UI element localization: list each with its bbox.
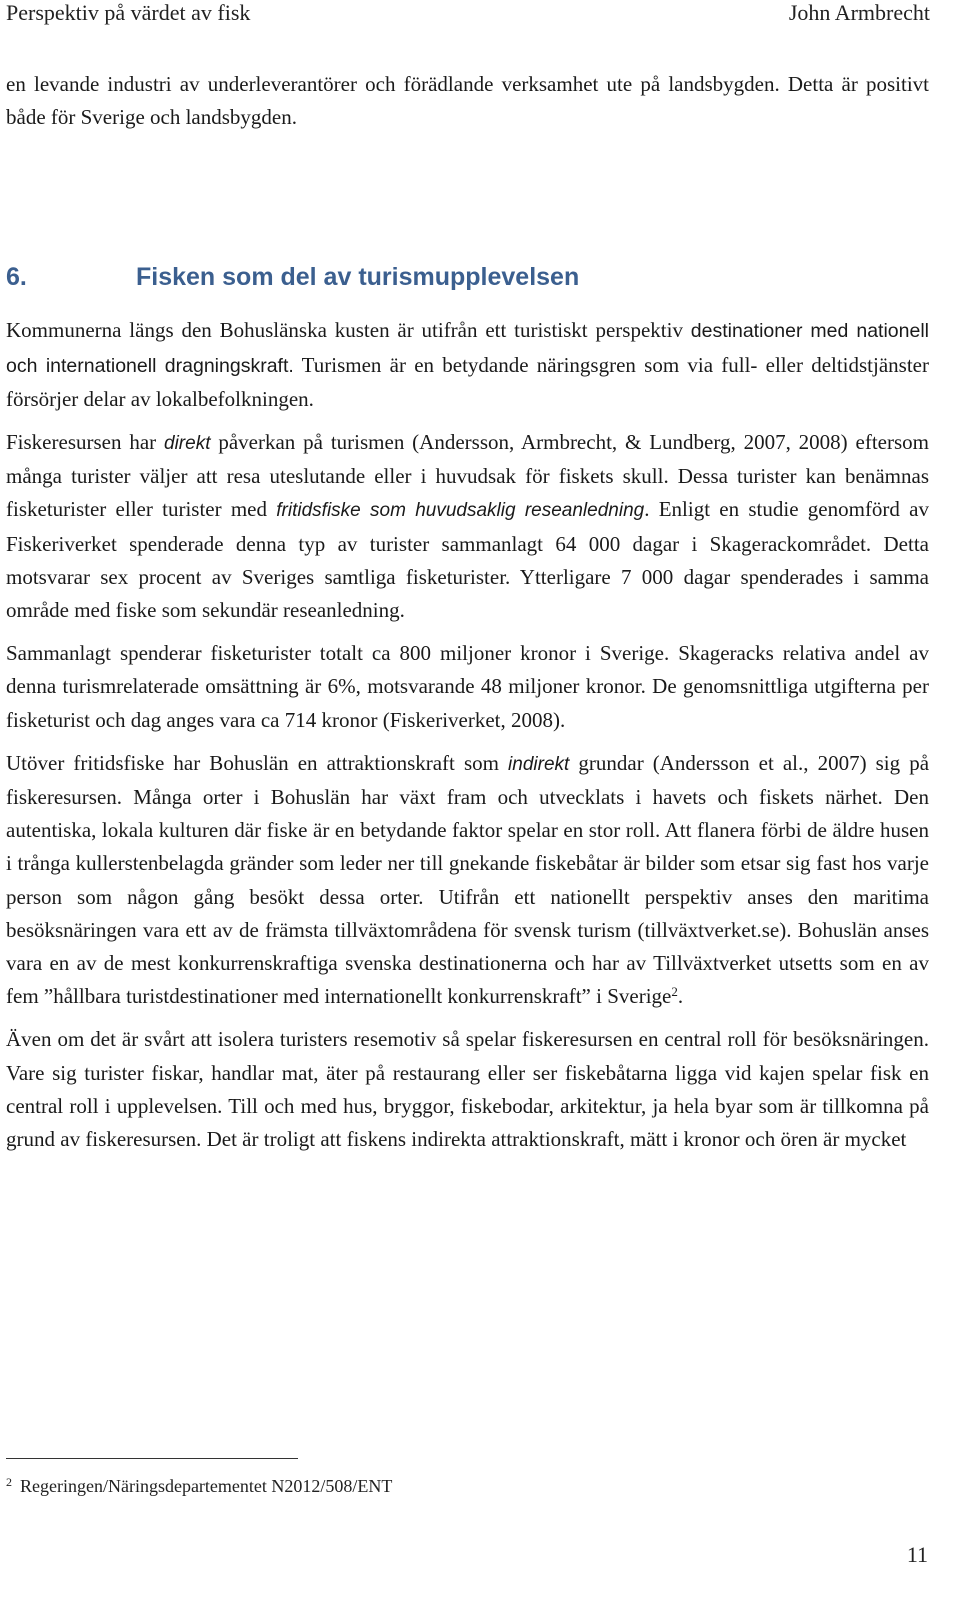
p4-text-a: Utöver fritidsfiske har Bohuslän en attraktionskraft som bbox=[6, 750, 499, 775]
paragraph-4 bbox=[6, 747, 929, 1014]
p1-text-c: Turismen är en betydande näringsgren som via full- eller deltidstjänster försörjer delar av lokalbefolkningen. bbox=[6, 352, 929, 411]
p4-text-d: . bbox=[677, 984, 684, 1009]
header-title: Perspektiv på värdet av fisk bbox=[6, 0, 251, 25]
page-number: 11 bbox=[906, 1542, 928, 1567]
p2-text-c: påverkan på turismen (Andersson, Armbrecht, & Lundberg, 2007, 2008) eftersom många turister väljer att resa uteslutande eller i huvudsak för fiskets skull. Dessa turister kan benämnas fisketurister eller turister med bbox=[6, 430, 930, 522]
section-number: 6. bbox=[6, 263, 27, 292]
footnote-text: Regeringen/Näringsdepartementet N2012/508/ENT bbox=[20, 1476, 393, 1496]
intro-paragraph: en levande industri av underleverantörer och förädlande verksamhet ute på landsbygden. Detta är positivt både för Sverige och landsbygden. bbox=[6, 72, 929, 130]
p2-emphasis-fritidsfiske: fritidsfiske som huvudsaklig reseanledning bbox=[276, 500, 645, 522]
p4-text-c: grundar (Andersson et al., 2007) sig på fiskeresursen. Många orter i Bohuslän har växt fram och utvecklats i havets och fiskets närhet. Den autentiska, lokala kulturen där fiske är en betydande faktor spelar en stor roll. Att flanera förbi de äldre husen i trånga kullerstenbelagda gränder som leder ner till gnekande fiskebåtar är bilder som etsar sig fast hos varje person som någon gång besökt dessa orter. Utifrån ett nationellt perspektiv anses den maritima besöksnäringen vara ett av de främsta tillväxtområdena för svensk turism (tillväxtverket.se). Bohuslän anses vara en av de mest konkurrenskraftiga svenska destinationerna och har av Tillväxtverket utsetts som en av fem ”hållbara turistdestinationer med internationellt konkurrenskraft” i Sverige bbox=[6, 750, 930, 1009]
p4-emphasis-indirekt: indirekt bbox=[508, 753, 570, 775]
paragraph-1 bbox=[6, 314, 929, 416]
footnote-reference[interactable]: 2 bbox=[671, 984, 678, 1000]
paragraph-5: Även om det är svårt att isolera turisters resemotiv så spelar fiskeresursen en central roll för besöksnäringen. Vare sig turister fiskar, handlar mat, äter på restaurang eller ser fiskebåtarna ligga vid kajen spelar fisk en central roll i upplevelsen. Till och med hus, bryggor, fiskebodar, arkitektur, ja hela byar som är tillkomna på grund av fiskeresursen. Det är troligt att fiskens indirekta attraktionskraft, mätt i kronor och ören är mycket bbox=[6, 1027, 929, 1152]
running-header bbox=[6, 0, 930, 30]
p2-text-e: . Enligt en studie genomförd av Fiskeriverket spenderade denna typ av turister sammanlagt 64 000 dagar i Skagerackområdet. Detta motsvarar sex procent av Sveriges samtliga fisketurister. Ytterligare 7 000 dagar spenderades i samma område med fiske som sekundär reseanledning. bbox=[6, 497, 929, 623]
section-title: Fisken som del av turismupplevelsen bbox=[136, 263, 580, 292]
paragraph-2 bbox=[6, 426, 929, 627]
p1-text-a: Kommunerna längs den Bohuslänska kusten är utifrån ett turistiskt perspektiv bbox=[6, 318, 683, 343]
p1-text-b: destinationer med nationell och internationell dragningskraft. bbox=[6, 320, 929, 377]
header-author: John Armbrecht bbox=[788, 0, 930, 25]
p2-text-a: Fiskeresursen har bbox=[6, 430, 157, 455]
footnote bbox=[6, 1474, 392, 1498]
p2-emphasis-direkt: direkt bbox=[164, 433, 211, 455]
section-heading bbox=[6, 262, 929, 292]
paragraph-3: Sammanlagt spenderar fisketurister totalt ca 800 miljoner kronor i Sverige. Skageracks relativa andel av denna turismrelaterade omsättning är 6%, motsvarande 48 miljoner kronor. De genomsnittliga utgifterna per fisketurist och dag anges vara ca 714 kronor (Fiskeriverket, 2008). bbox=[6, 641, 929, 732]
page-content bbox=[6, 68, 929, 1166]
footnote-marker: 2 bbox=[6, 1475, 12, 1489]
footnote-divider bbox=[6, 1458, 298, 1459]
section-6 bbox=[6, 262, 929, 1156]
